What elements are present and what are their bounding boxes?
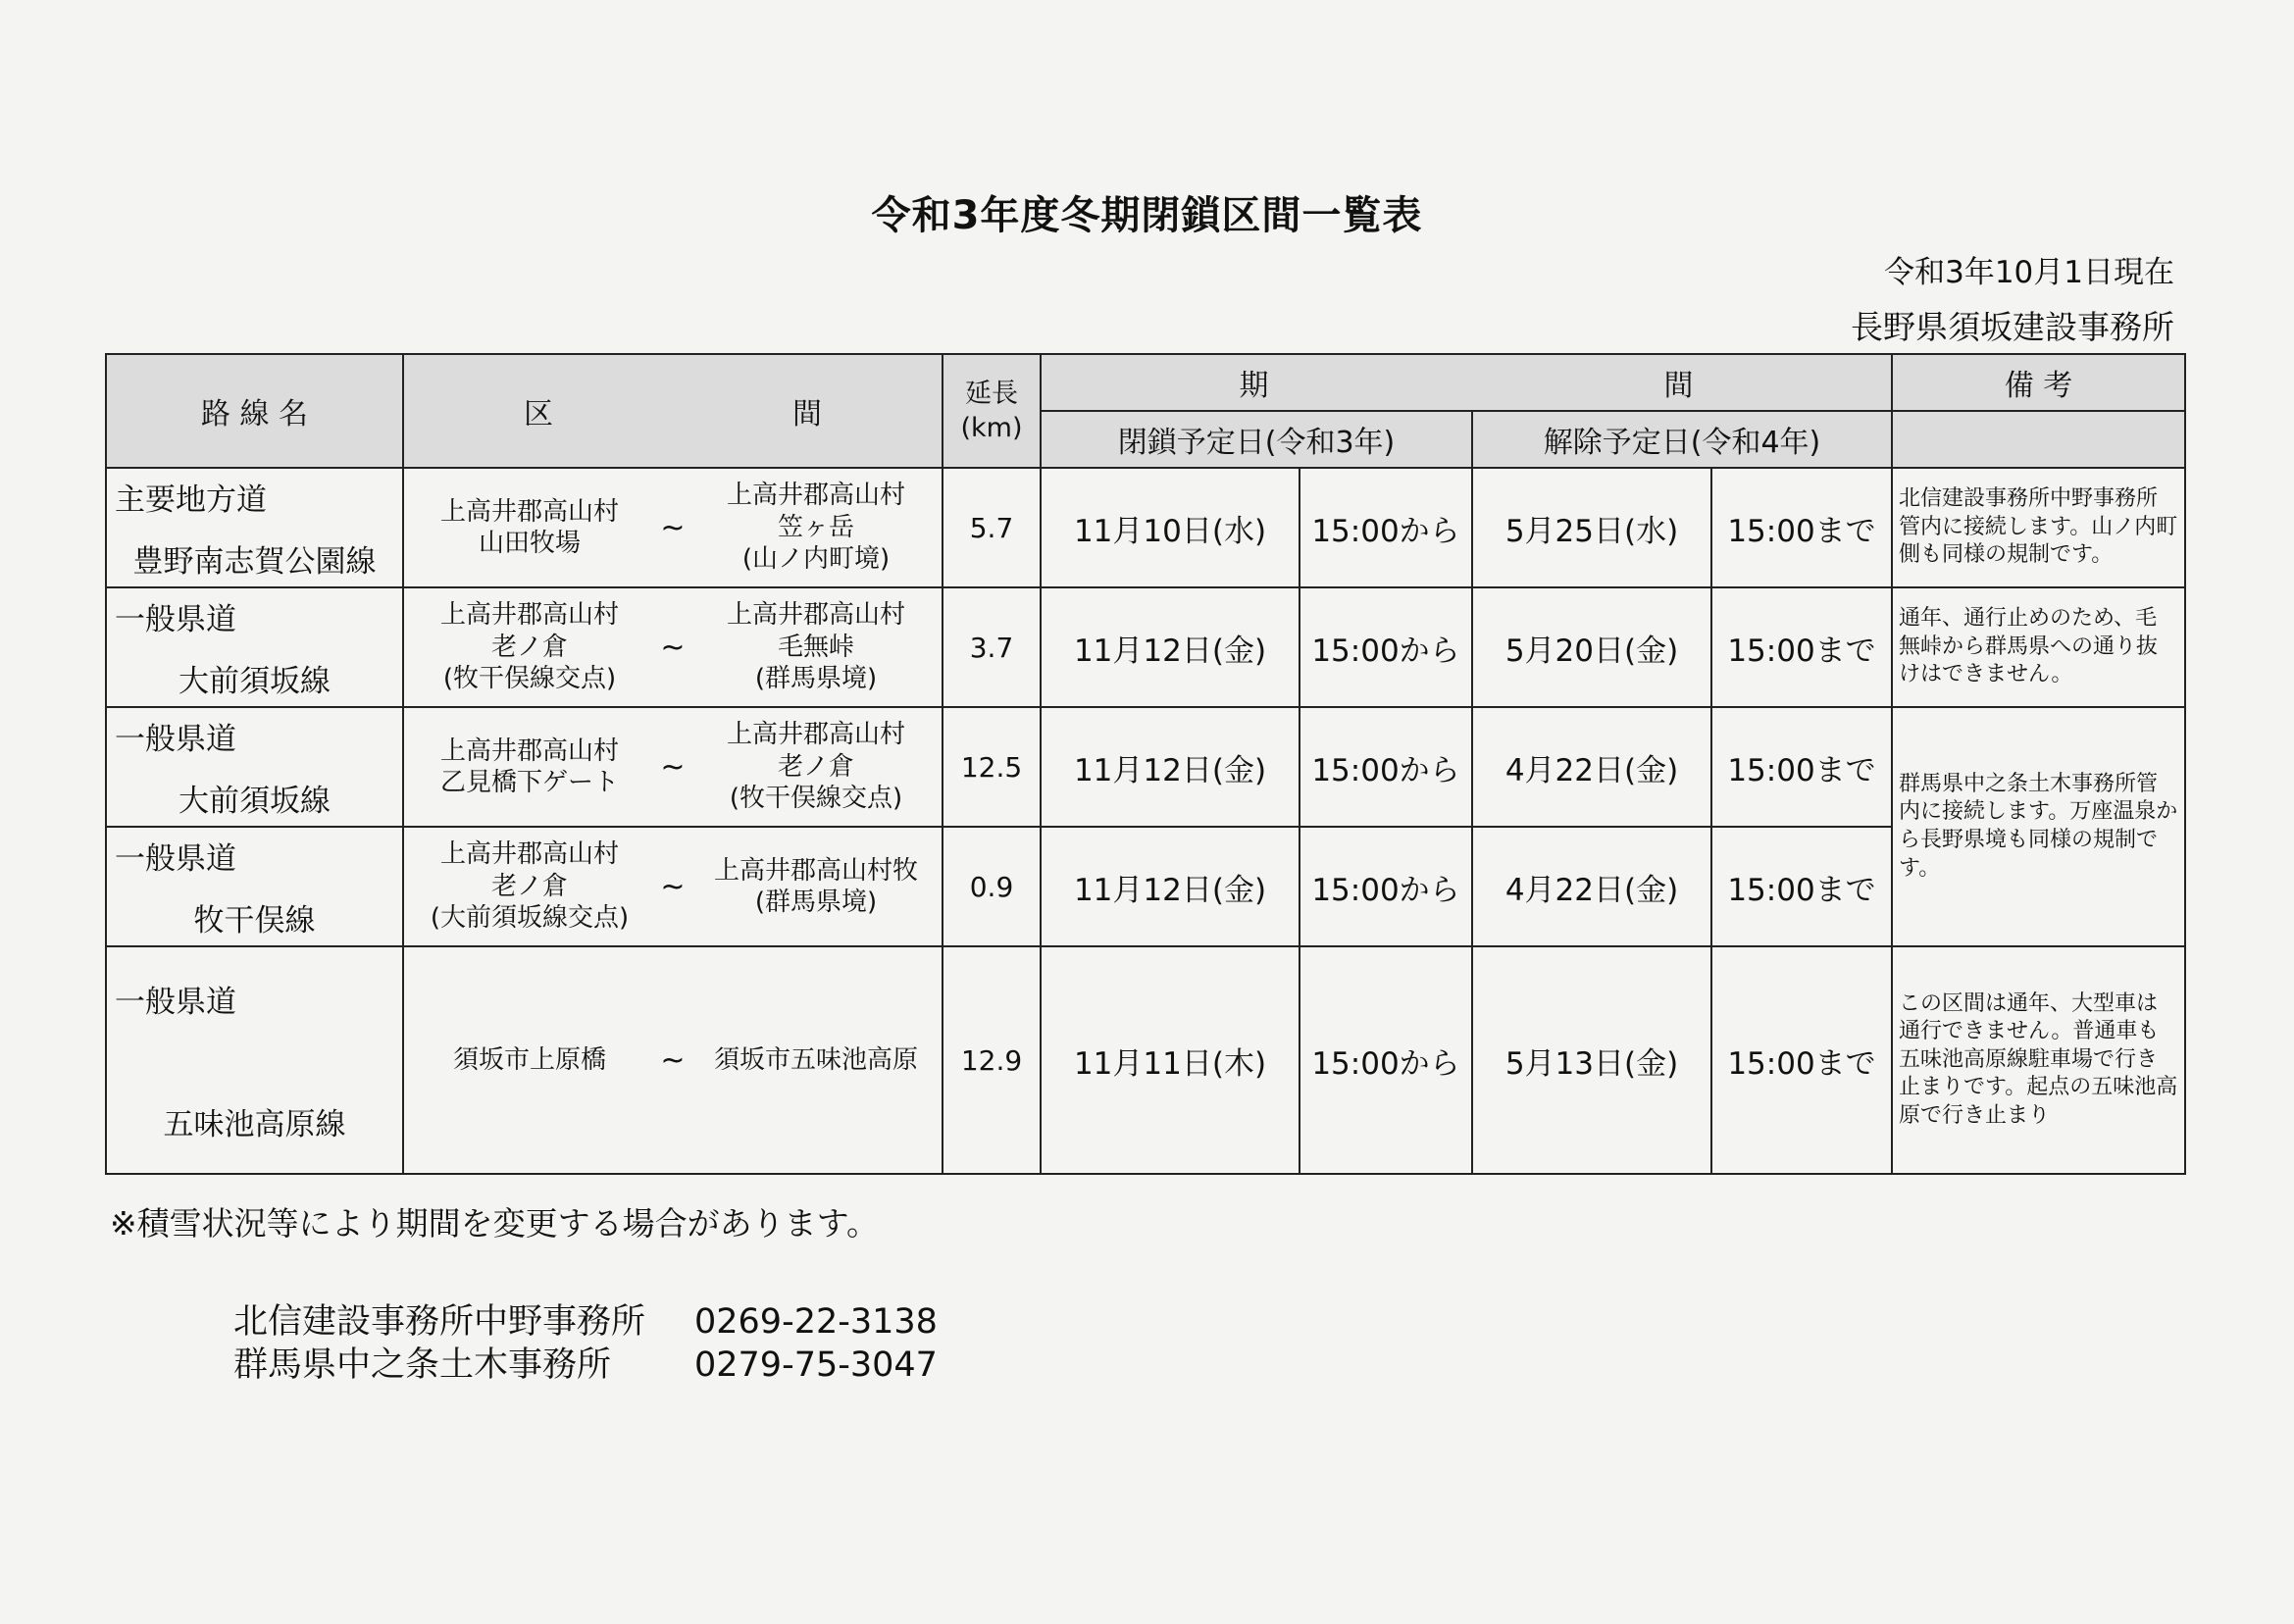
- header-section-to: 間: [792, 397, 822, 431]
- section-to-line: 上高井郡高山村: [726, 481, 905, 511]
- header-route: 路 線 名: [106, 354, 403, 468]
- section-from: [404, 599, 655, 695]
- close-time-cell: 15:00から: [1300, 827, 1472, 946]
- section-to: [690, 599, 942, 695]
- table-row: [106, 587, 2185, 707]
- section-tilde: ~: [660, 630, 686, 665]
- length-cell: 12.5: [943, 707, 1041, 827]
- open-time-cell: 15:00まで: [1711, 827, 1892, 946]
- section-tilde: ~: [660, 869, 686, 904]
- close-date-cell: 11月12日(金): [1041, 707, 1300, 827]
- table-row: [106, 707, 2185, 827]
- section-to-line: 須坂市五味池高原: [713, 1044, 918, 1075]
- section-from: [404, 496, 655, 560]
- section-tilde: ~: [660, 510, 686, 545]
- open-date-cell: 4月22日(金): [1472, 707, 1711, 827]
- table-row: [106, 946, 2185, 1174]
- close-time-cell: 15:00から: [1300, 587, 1472, 707]
- section-from-line: 老ノ倉: [490, 871, 568, 901]
- section-from-line: (牧干俣線交点): [442, 664, 617, 694]
- contact-name: 北信建設事務所中野事務所: [233, 1302, 646, 1342]
- route-cell: [106, 827, 403, 946]
- route-name: 大前須坂線: [178, 784, 331, 819]
- section-from-line: 乙見橋下ゲート: [439, 768, 619, 797]
- header-length-label: 延長: [965, 378, 1018, 409]
- route-type: 一般県道: [115, 841, 236, 877]
- section-to-line: (群馬県境): [754, 664, 878, 694]
- route-name: 五味池高原線: [163, 1107, 346, 1142]
- section-from-line: 上高井郡高山村: [439, 839, 619, 870]
- section-to-line: 上高井郡高山村: [726, 720, 905, 750]
- section-to: [690, 480, 942, 576]
- open-date-cell: 5月25日(水): [1472, 468, 1711, 587]
- section-from-line: 山田牧場: [478, 529, 581, 558]
- contact-name: 群馬県中之条土木事務所: [233, 1345, 612, 1385]
- section-to-line: 上高井郡高山村牧: [713, 855, 918, 886]
- section-to: [690, 719, 942, 815]
- open-date-cell: 5月13日(金): [1472, 946, 1711, 1174]
- route-type: 一般県道: [115, 602, 236, 637]
- section-from: [404, 1044, 655, 1077]
- table-row: [106, 468, 2185, 587]
- closure-table: [105, 353, 2186, 1175]
- as-of-date: 令和3年10月1日現在: [1884, 255, 2174, 290]
- section-to: [690, 855, 942, 919]
- section-from-line: 上高井郡高山村: [439, 600, 619, 631]
- header-length: [943, 354, 1041, 468]
- section-from-line: 上高井郡高山村: [439, 736, 619, 766]
- open-date-cell: 5月20日(金): [1472, 587, 1711, 707]
- close-time-cell: 15:00から: [1300, 468, 1472, 587]
- route-type: 一般県道: [115, 985, 236, 1020]
- route-cell: [106, 587, 403, 707]
- route-type: 主要地方道: [115, 482, 267, 518]
- section-cell: [403, 707, 943, 827]
- open-time-cell: 15:00まで: [1711, 587, 1892, 707]
- header-length-unit: (km): [960, 413, 1023, 443]
- header-section: [403, 354, 943, 468]
- route-cell: [106, 707, 403, 827]
- header-close-date: 閉鎖予定日(令和3年): [1041, 411, 1472, 468]
- section-cell: [403, 587, 943, 707]
- section-to: [690, 1044, 942, 1077]
- close-date-cell: 11月12日(金): [1041, 827, 1300, 946]
- close-time-cell: 15:00から: [1300, 946, 1472, 1174]
- section-from-line: (大前須坂線交点): [430, 903, 630, 934]
- section-from-line: 上高井郡高山村: [439, 496, 619, 527]
- close-date-cell: 11月11日(木): [1041, 946, 1300, 1174]
- section-to-line: 老ノ倉: [777, 751, 854, 782]
- length-cell: 12.9: [943, 946, 1041, 1174]
- section-tilde: ~: [660, 1042, 686, 1078]
- route-type: 一般県道: [115, 722, 236, 757]
- route-name: 牧干俣線: [193, 903, 316, 939]
- section-from: [404, 838, 655, 935]
- contact-line: [233, 1294, 938, 1344]
- close-date-cell: 11月12日(金): [1041, 587, 1300, 707]
- note-cell: この区間は通年、大型車は通行できません。普通車も五味池高原線駐車場で行き止まりです。起点の五味池高原で行き止まり: [1892, 946, 2185, 1174]
- route-name: 豊野南志賀公園線: [132, 544, 377, 580]
- section-to-line: (山ノ内町境): [741, 544, 891, 575]
- contact-line: [233, 1338, 938, 1387]
- length-cell: 5.7: [943, 468, 1041, 587]
- section-to-line: 上高井郡高山村: [726, 600, 905, 631]
- length-cell: 0.9: [943, 827, 1041, 946]
- open-time-cell: 15:00まで: [1711, 468, 1892, 587]
- header-open-date: 解除予定日(令和4年): [1472, 411, 1892, 468]
- route-cell: [106, 468, 403, 587]
- section-to-line: (牧干俣線交点): [729, 784, 903, 814]
- section-from: [404, 736, 655, 799]
- section-to-line: 毛無峠: [777, 632, 854, 662]
- section-cell: [403, 468, 943, 587]
- open-time-cell: 15:00まで: [1711, 707, 1892, 827]
- section-to-line: 笠ヶ岳: [777, 512, 854, 542]
- close-date-cell: 11月10日(水): [1041, 468, 1300, 587]
- remark-note: ※積雪状況等により期間を変更する場合があります。: [110, 1204, 880, 1243]
- note-cell: 群馬県中之条土木事務所管内に接続します。万座温泉から長野県境も同様の規制です。: [1892, 707, 2185, 946]
- table-row: [106, 827, 2185, 946]
- section-to-line: (群馬県境): [754, 888, 878, 917]
- note-cell: 北信建設事務所中野事務所管内に接続します。山ノ内町側も同様の規制です。: [1892, 468, 2185, 587]
- header-period: [1041, 354, 1892, 411]
- document-title: 令和3年度冬期閉鎖区間一覧表: [871, 193, 1423, 238]
- open-time-cell: 15:00まで: [1711, 946, 1892, 1174]
- issuing-office: 長野県須坂建設事務所: [1851, 308, 2174, 346]
- section-tilde: ~: [660, 749, 686, 785]
- header-period-a: 期: [1239, 369, 1269, 403]
- length-cell: 3.7: [943, 587, 1041, 707]
- route-name: 大前須坂線: [178, 664, 331, 699]
- close-time-cell: 15:00から: [1300, 707, 1472, 827]
- section-cell: [403, 946, 943, 1174]
- header-section-from: 区: [524, 397, 553, 431]
- section-cell: [403, 827, 943, 946]
- route-cell: [106, 946, 403, 1174]
- section-from-line: 老ノ倉: [490, 632, 568, 662]
- header-note-sub: [1892, 411, 2185, 468]
- contact-phone: 0279-75-3047: [694, 1345, 938, 1385]
- note-cell: 通年、通行止めのため、毛無峠から群馬県への通り抜けはできません。: [1892, 587, 2185, 707]
- contact-phone: 0269-22-3138: [694, 1302, 938, 1342]
- header-period-b: 間: [1663, 369, 1694, 403]
- open-date-cell: 4月22日(金): [1472, 827, 1711, 946]
- header-note: 備 考: [1892, 354, 2185, 411]
- section-from-line: 須坂市上原橋: [452, 1044, 606, 1075]
